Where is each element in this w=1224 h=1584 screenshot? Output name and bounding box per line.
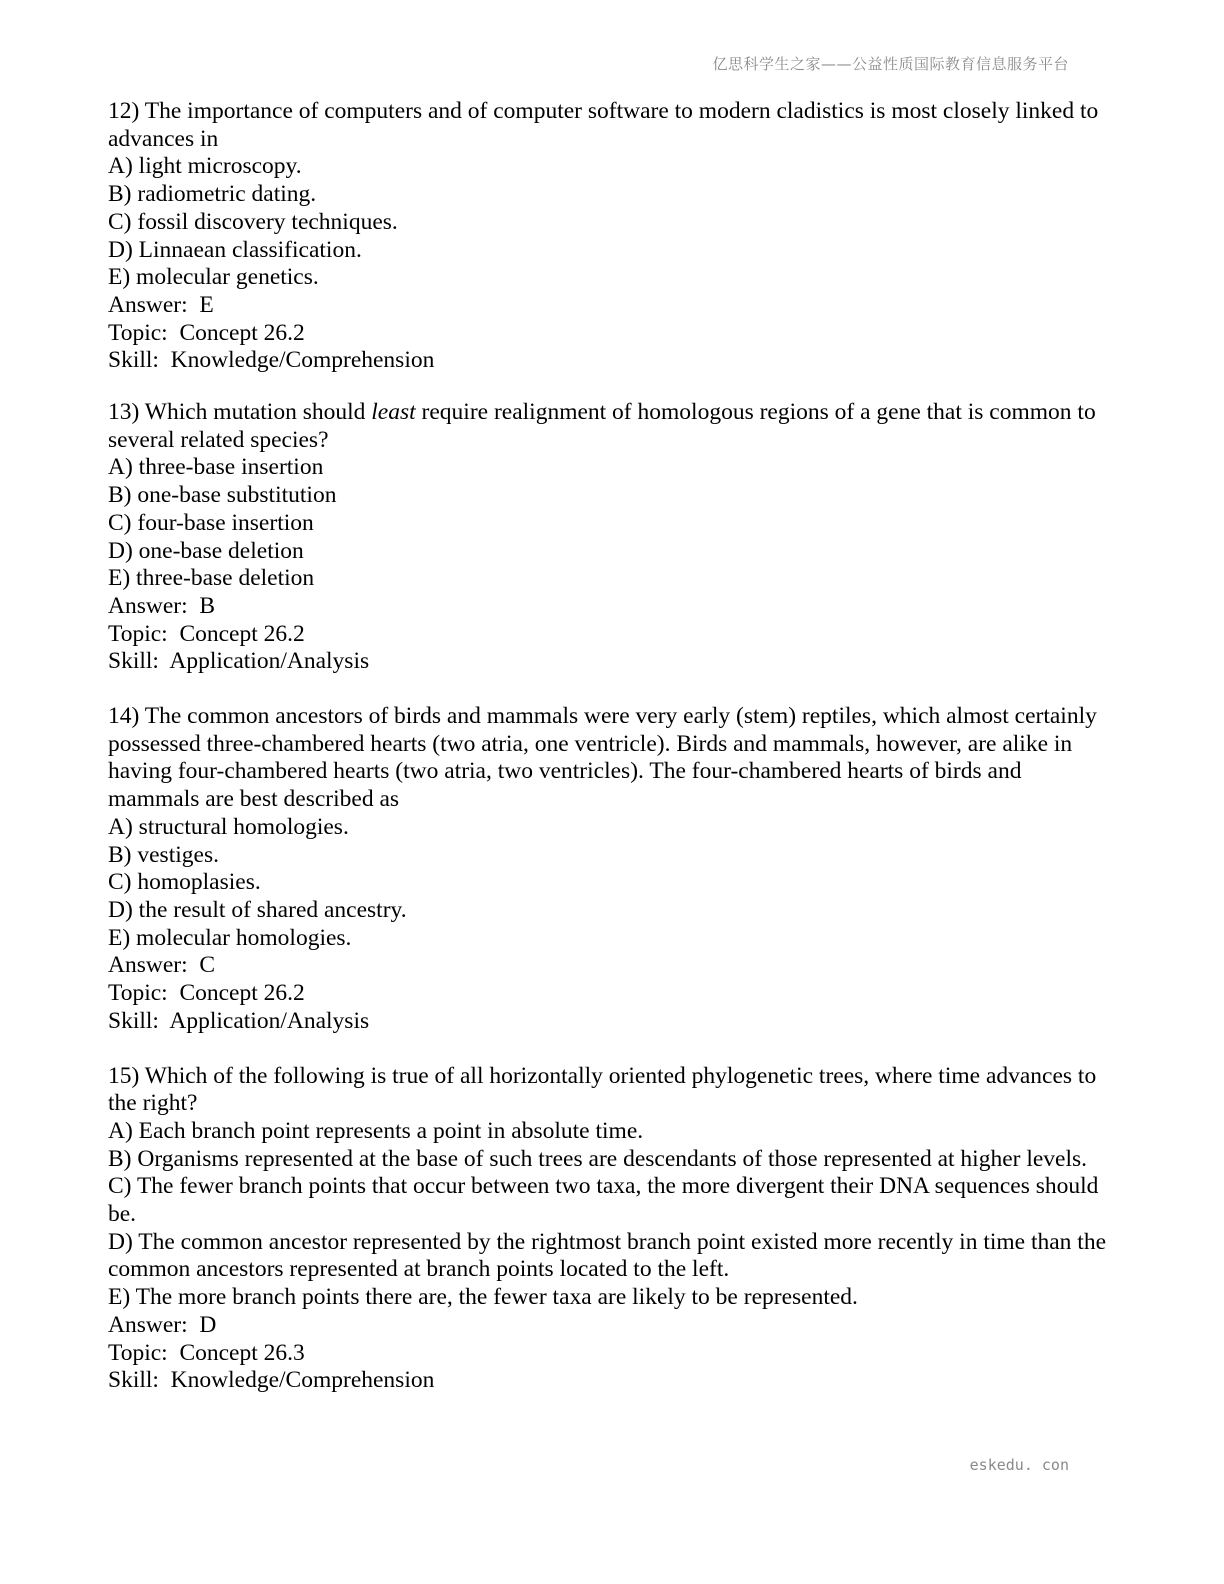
option-b: B) Organisms represented at the base of such trees are descendants of those represented at higher levels.	[108, 1145, 1088, 1172]
page-footer: eskedu. con	[969, 1456, 1069, 1474]
option-e: E) three-base deletion	[108, 565, 315, 592]
skill-line: Skill: Application/Analysis	[108, 1007, 370, 1034]
question-stem: 14) The common ancestors of birds and mammals were very early (stem) reptiles, which almost certainly possessed three-chambered hearts (two atria, one ventricle). Birds and mammals, however, are alike in having four-chambered hearts (two atria, two ventricles). The four-chambered hearts of birds and mammals are best described as	[108, 703, 1097, 813]
question-stem: 12) The importance of computers and of computer software to modern cladistics is most closely linked to advances in	[108, 98, 1099, 152]
stem-emphasis: least	[371, 399, 416, 426]
option-b: B) one-base substitution	[108, 482, 337, 509]
question-12	[108, 98, 1108, 375]
question-stem	[108, 399, 1108, 454]
option-b: B) radiometric dating.	[108, 181, 317, 208]
question-15	[108, 1062, 1112, 1395]
question-stem: 15) Which of the following is true of all horizontally oriented phylogenetic trees, where time advances to the right?	[108, 1062, 1097, 1117]
option-d: D) one-base deletion	[108, 537, 304, 564]
answer-line: Answer: C	[108, 952, 216, 979]
option-c: C) fossil discovery techniques.	[108, 208, 398, 235]
question-spacer	[108, 1036, 1108, 1063]
option-c: C) four-base insertion	[108, 509, 314, 536]
skill-line: Skill: Knowledge/Comprehension	[108, 1367, 435, 1394]
document-body	[108, 98, 1112, 1395]
option-e: E) molecular genetics.	[108, 264, 319, 291]
topic-line: Topic: Concept 26.2	[108, 319, 305, 346]
skill-line: Skill: Knowledge/Comprehension	[108, 347, 435, 374]
answer-line: Answer: B	[108, 592, 216, 619]
option-d: D) the result of shared ancestry.	[108, 896, 407, 923]
question-spacer	[108, 375, 1108, 399]
option-a: A) Each branch point represents a point in absolute time.	[108, 1117, 644, 1144]
stem-text-before: 13) Which mutation should	[108, 399, 372, 426]
skill-line: Skill: Application/Analysis	[108, 648, 370, 675]
question-spacer	[108, 676, 1108, 703]
answer-line: Answer: D	[108, 1311, 217, 1338]
answer-line: Answer: E	[108, 291, 214, 318]
option-d: D) The common ancestor represented by the rightmost branch point existed more recently in time than the common ancestors represented at branch points located to the left.	[108, 1228, 1112, 1283]
topic-line: Topic: Concept 26.2	[108, 980, 305, 1007]
stem-text-after: require realignment of homologous regions of a gene that is common to several related species?	[108, 399, 1096, 453]
option-b: B) vestiges.	[108, 841, 219, 868]
option-a: A) light microscopy.	[108, 153, 302, 180]
page-header: 亿思科学生之家——公益性质国际教育信息服务平台	[712, 55, 1069, 73]
option-c: C) The fewer branch points that occur between two taxa, the more divergent their DNA sequences should be.	[108, 1173, 1105, 1228]
option-d: D) Linnaean classification.	[108, 236, 362, 263]
option-e: E) molecular homologies.	[108, 924, 352, 951]
option-e: E) The more branch points there are, the fewer taxa are likely to be represented.	[108, 1284, 858, 1311]
topic-line: Topic: Concept 26.3	[108, 1339, 305, 1366]
question-13	[108, 399, 1108, 676]
topic-line: Topic: Concept 26.2	[108, 620, 305, 647]
option-a: A) three-base insertion	[108, 454, 324, 481]
option-c: C) homoplasies.	[108, 869, 261, 896]
option-a: A) structural homologies.	[108, 813, 349, 840]
question-14	[108, 703, 1108, 1035]
